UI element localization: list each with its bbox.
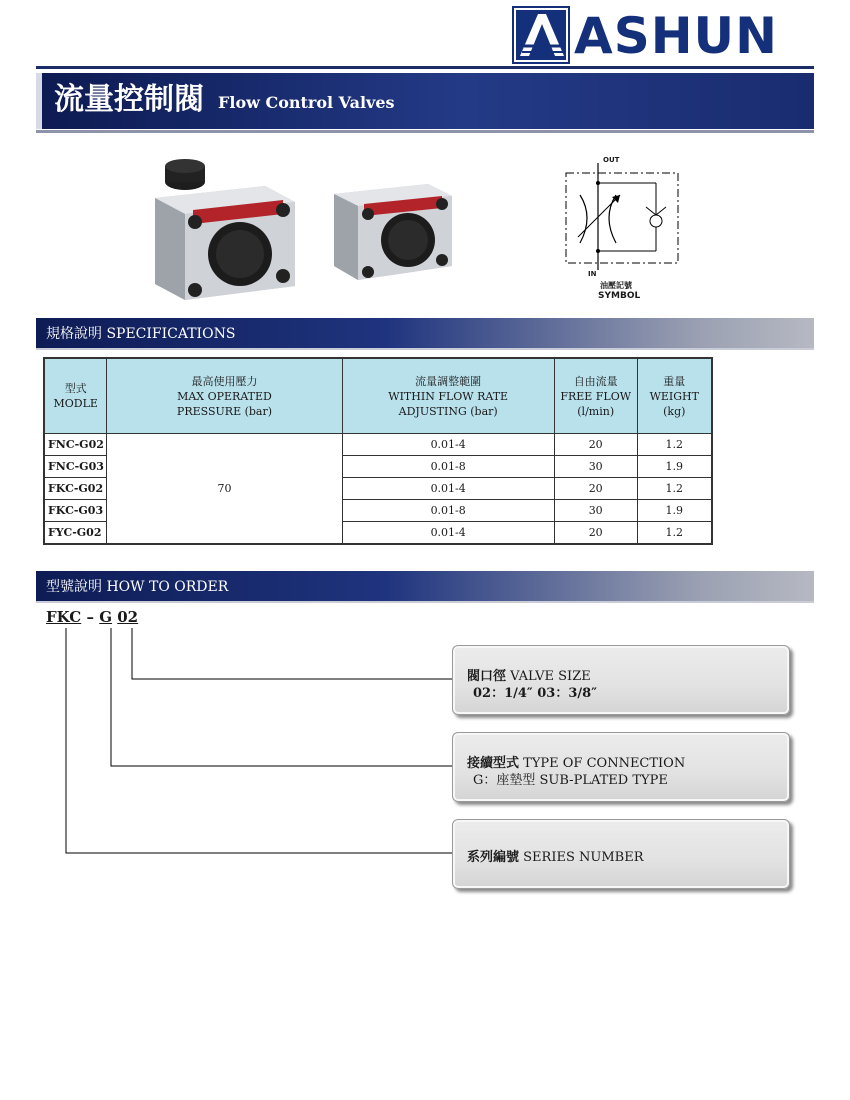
table-row: FNC-G02 70 0.01-4 20 1.2 — [44, 434, 712, 456]
table-row: FKC-G03 0.01-8 30 1.9 — [44, 500, 712, 522]
page-title-zh: 流量控制閥 — [54, 82, 204, 117]
col-header-flow-range: 流量調整範圍 WITHIN FLOW RATE ADJUSTING (bar) — [342, 358, 554, 434]
col-header-pressure: 最高使用壓力 MAX OPERATED PRESSURE (bar) — [107, 358, 342, 434]
specifications-heading: 規格說明 SPECIFICATIONS — [46, 326, 236, 342]
series-number-box: 系列編號 SERIES NUMBER — [452, 819, 790, 889]
symbol-label-out: OUT — [603, 156, 620, 164]
col-header-free-flow: 自由流量 FREE FLOW (l/min) — [554, 358, 637, 434]
col-header-weight: 重量 WEIGHT (kg) — [637, 358, 712, 434]
pressure-cell: 70 — [107, 434, 342, 545]
symbol-caption-zh: 油壓記號 — [600, 281, 632, 290]
code-series: FKC — [46, 608, 82, 626]
symbol-caption-en: SYMBOL — [598, 291, 641, 301]
code-connection: G — [99, 608, 113, 626]
code-size: 02 — [117, 608, 139, 626]
symbol-label-in: IN — [588, 270, 597, 278]
table-row: FYC-G02 0.01-4 20 1.2 — [44, 522, 712, 545]
valve-size-box: 閥口徑 VALVE SIZE 02：1/4″ 03：3/8″ — [452, 645, 790, 715]
table-row: FNC-G03 0.01-8 30 1.9 — [44, 456, 712, 478]
connection-type-box: 接續型式 TYPE OF CONNECTION G：座墊型 SUB-PLATED TYPE — [452, 732, 790, 802]
col-header-model: 型式 MODLE — [44, 358, 107, 434]
table-row: FKC-G02 0.01-4 20 1.2 — [44, 478, 712, 500]
page-title-en: Flow Control Valves — [218, 93, 395, 112]
how-to-order-heading: 型號說明 HOW TO ORDER — [46, 579, 229, 595]
brand-name: ASHUN — [574, 7, 778, 65]
code-dash: – — [86, 608, 94, 626]
